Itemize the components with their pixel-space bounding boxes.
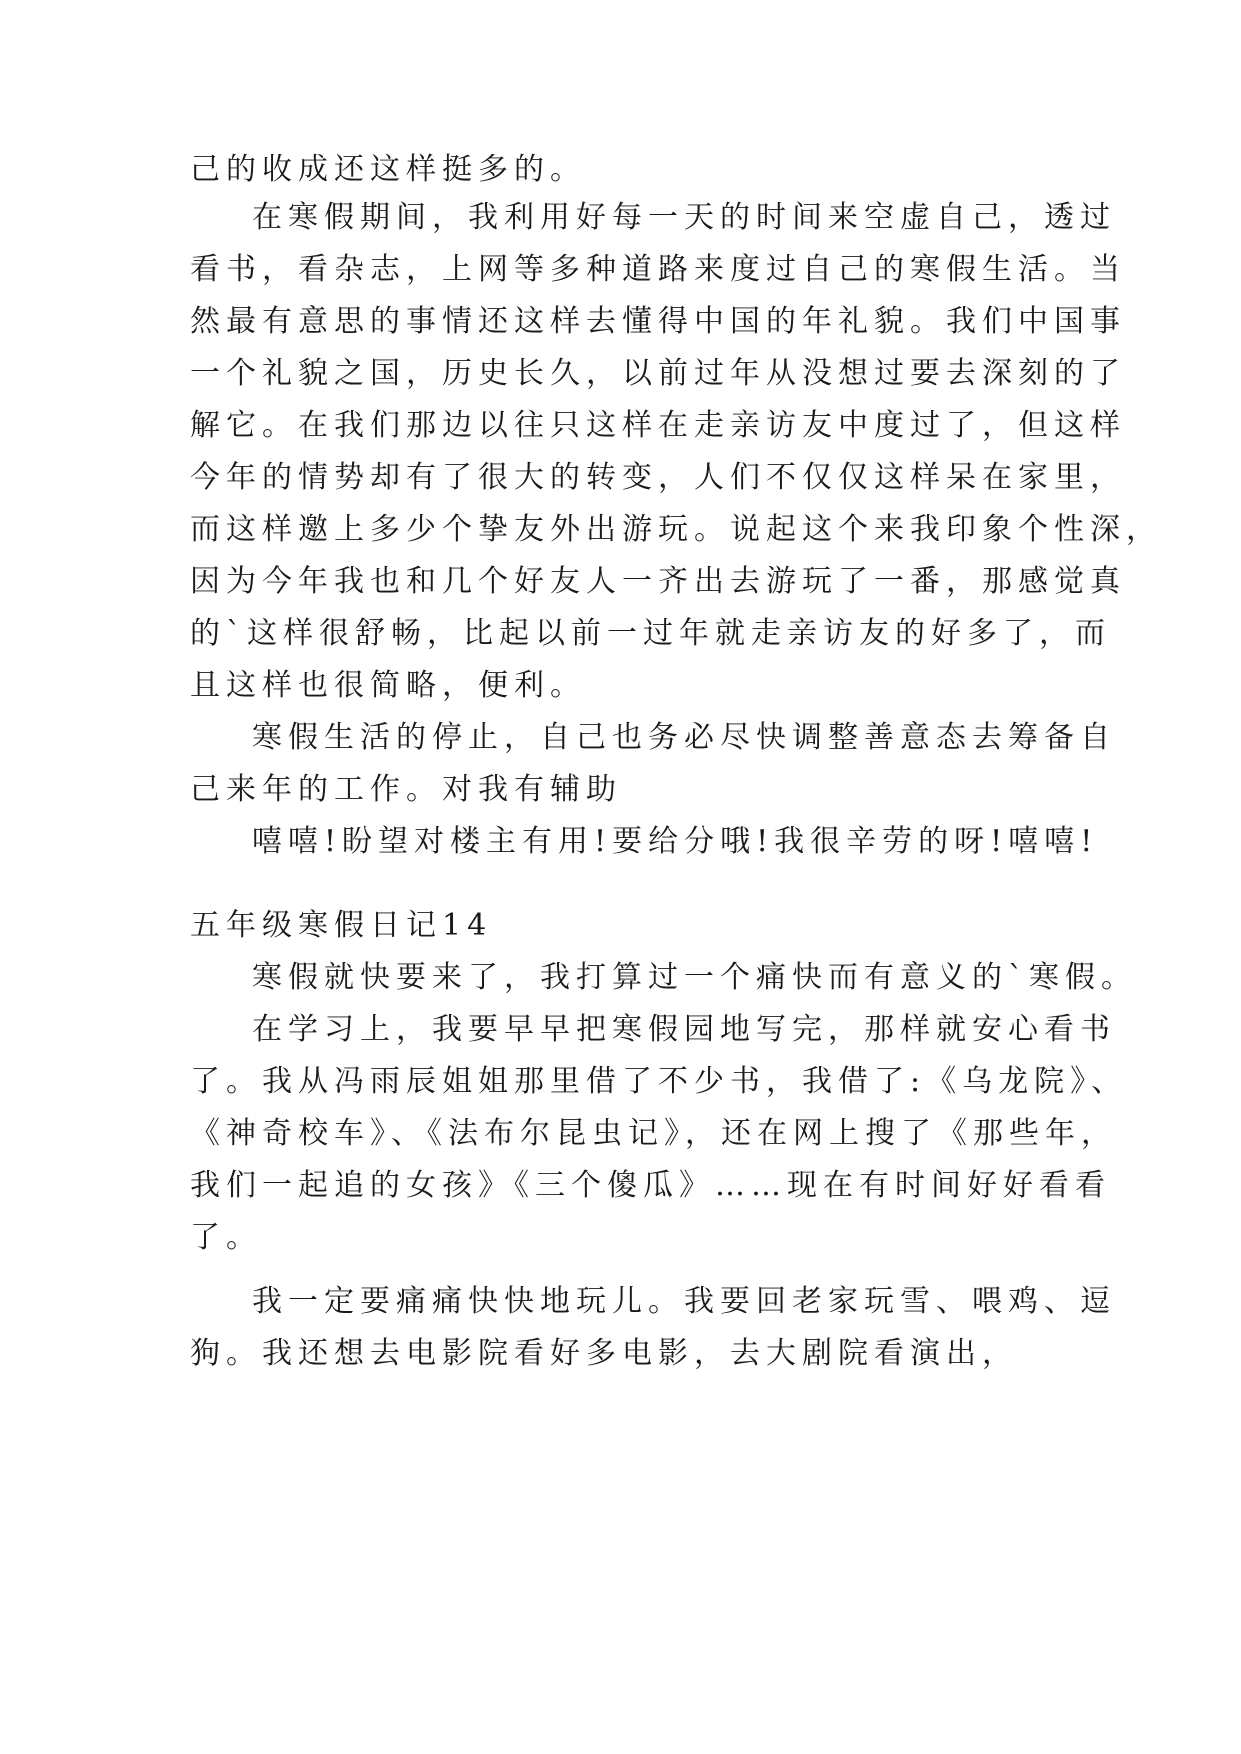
text-line: 狗。我还想去电影院看好多电影，去大剧院看演出， [190, 1336, 1018, 1371]
text-line: 《神奇校车》、《法布尔昆虫记》，还在网上搜了《那些年， [190, 1116, 1117, 1151]
text-line: 了。 [190, 1220, 262, 1255]
paragraph-first-line: 在寒假期间，我利用好每一天的时间来空虚自己，透过 [252, 200, 1116, 235]
text-line: 且这样也很简略，便利。 [190, 668, 586, 703]
text-line: 看书，看杂志，上网等多种道路来度过自己的寒假生活。当 [190, 252, 1126, 287]
text-line: 而这样邀上多少个挚友外出游玩。说起这个来我印象个性深， [190, 512, 1162, 547]
paragraph-first-line: 我一定要痛痛快快地玩儿。我要回老家玩雪、喂鸡、逗 [252, 1284, 1116, 1319]
text-line: 因为今年我也和几个好友人一齐出去游玩了一番，那感觉真 [190, 564, 1126, 599]
text-line: 今年的情势却有了很大的转变，人们不仅仅这样呆在家里， [190, 460, 1126, 495]
text-line: 我们一起追的女孩》《三个傻瓜》……现在有时间好好看看 [190, 1168, 1111, 1203]
text-line: 解它。在我们那边以往只这样在走亲访友中度过了，但这样 [190, 408, 1126, 443]
text-line: 的`这样很舒畅，比起以前一过年就走亲访友的好多了，而 [190, 616, 1111, 651]
paragraph-first-line: 寒假生活的停止，自己也务必尽快调整善意态去筹备自 [252, 720, 1116, 755]
text-line: 己的收成还这样挺多的。 [190, 152, 586, 187]
paragraph-first-line: 嘻嘻!盼望对楼主有用!要给分哦!我很辛劳的呀!嘻嘻! [252, 824, 1099, 859]
section-heading: 五年级寒假日记14 [190, 908, 493, 943]
paragraph-first-line: 在学习上，我要早早把寒假园地写完，那样就安心看书 [252, 1012, 1116, 1047]
paragraph-first-line: 寒假就快要来了，我打算过一个痛快而有意义的`寒假。 [252, 960, 1137, 995]
text-line: 一个礼貌之国，历史长久，以前过年从没想过要去深刻的了 [190, 356, 1126, 391]
text-line: 己来年的工作。对我有辅助 [190, 772, 622, 807]
text-line: 了。我从冯雨辰姐姐那里借了不少书，我借了:《乌龙院》、 [190, 1064, 1128, 1099]
text-line: 然最有意思的事情还这样去懂得中国的年礼貌。我们中国事 [190, 304, 1126, 339]
